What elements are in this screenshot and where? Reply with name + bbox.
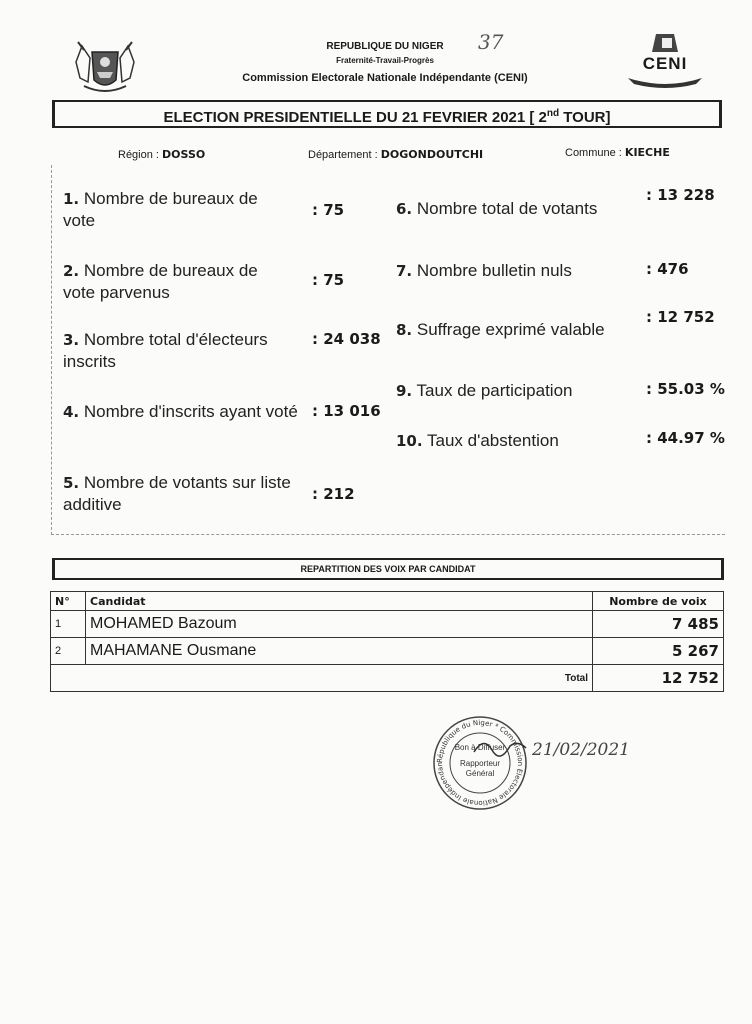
stat-9-label	[396, 380, 636, 402]
col-header-candidat: Candidat	[86, 592, 593, 611]
total-label: Total	[51, 665, 593, 692]
table-row	[51, 638, 724, 665]
region-value: DOSSO	[162, 148, 206, 161]
table-total-row	[51, 665, 724, 692]
election-title-text: ELECTION PRESIDENTIELLE DU 21 FEVRIER 2021 [ 2	[163, 109, 547, 126]
commune-value: KIECHE	[624, 146, 670, 159]
stat-10-text: Taux d'abstention	[422, 431, 559, 450]
stamp-line-2: Rapporteur	[459, 759, 501, 768]
region-label: Région :	[118, 149, 163, 161]
stat-3-text: Nombre total d'électeurs inscrits	[63, 330, 268, 371]
stamp-ring-text: République du Niger * Commission Electorale Nationale Indépendan	[435, 718, 525, 808]
stat-1-value: : 75	[312, 201, 345, 219]
stamp-date: 21/02/2021	[532, 740, 630, 760]
stat-4-label	[63, 401, 303, 423]
stat-5-text: Nombre de votants sur liste additive	[63, 473, 291, 514]
stat-8-number: 8.	[396, 321, 413, 339]
stat-7-label	[396, 260, 636, 282]
region-field	[118, 148, 205, 161]
stat-3-number: 3.	[63, 331, 80, 349]
stat-6-number: 6.	[396, 200, 413, 218]
stat-9-value: : 55.03 %	[646, 380, 725, 398]
stat-9-number: 9.	[396, 382, 413, 400]
col-header-no: N°	[51, 592, 86, 611]
stat-10-label	[396, 430, 636, 452]
table-header-row	[51, 592, 724, 611]
stat-5-label	[63, 472, 293, 515]
stat-9-text: Taux de participation	[412, 381, 573, 400]
election-title-sup: nd	[546, 108, 560, 119]
motto: Fraternité-Travail-Progrès	[336, 56, 434, 65]
stat-7-text: Nombre bulletin nuls	[412, 261, 572, 280]
stat-5-value: : 212	[312, 485, 355, 503]
row-candidate: MOHAMED Bazoum	[86, 611, 593, 638]
stat-2-value: : 75	[312, 271, 345, 289]
election-title-end: TOUR]	[559, 109, 611, 126]
stat-4-number: 4.	[63, 403, 80, 421]
stamp-line-1: Bon à Diffuser	[454, 743, 506, 752]
stat-3-label	[63, 329, 313, 372]
repartition-title: REPARTITION DES VOIX PAR CANDIDAT	[52, 558, 724, 580]
stat-10-value: : 44.97 %	[646, 429, 725, 447]
total-value: 12 752	[593, 665, 724, 692]
row-votes: 7 485	[593, 611, 724, 638]
stat-1-text: Nombre de bureaux de vote	[63, 189, 258, 230]
stat-5-number: 5.	[63, 474, 80, 492]
stat-1-label	[63, 188, 293, 231]
republic-heading: REPUBLIQUE DU NIGER	[326, 41, 444, 52]
departement-label: Département :	[308, 149, 381, 161]
results-table	[50, 591, 724, 692]
election-title	[52, 100, 722, 128]
stat-6-value: : 13 228	[646, 186, 715, 204]
departement-value: DOGONDOUTCHI	[380, 148, 484, 161]
stat-2-text: Nombre de bureaux de vote parvenus	[63, 261, 258, 302]
departement-field	[308, 148, 483, 161]
commune-label: Commune :	[565, 147, 625, 159]
commission-name: Commission Electorale Nationale Indépendante (CENI)	[242, 72, 528, 84]
stat-6-text: Nombre total de votants	[412, 199, 598, 218]
niger-coat-of-arms-logo	[70, 38, 140, 98]
stat-8-label	[396, 319, 646, 341]
stat-4-value: : 13 016	[312, 402, 381, 420]
stamp-line-3: Général	[465, 769, 495, 778]
commune-field	[565, 146, 670, 159]
stat-8-text: Suffrage exprimé valable	[412, 320, 605, 339]
page-number-handwritten: 37	[478, 30, 504, 54]
stat-4-text: Nombre d'inscrits ayant voté	[79, 402, 298, 421]
stat-2-label	[63, 260, 293, 303]
row-no: 1	[51, 611, 86, 638]
table-row	[51, 611, 724, 638]
row-no: 2	[51, 638, 86, 665]
stat-8-value: : 12 752	[646, 308, 715, 326]
ceni-logo-text: CENI	[642, 54, 688, 73]
col-header-voix: Nombre de voix	[593, 592, 724, 611]
stat-3-value: : 24 038	[312, 330, 381, 348]
stat-7-value: : 476	[646, 260, 689, 278]
stat-1-number: 1.	[63, 190, 80, 208]
stat-10-number: 10.	[396, 432, 423, 450]
stat-7-number: 7.	[396, 262, 413, 280]
ceni-logo	[622, 32, 708, 90]
stat-2-number: 2.	[63, 262, 80, 280]
row-votes: 5 267	[593, 638, 724, 665]
stat-6-label	[396, 198, 646, 220]
row-candidate: MAHAMANE Ousmane	[86, 638, 593, 665]
official-stamp	[432, 715, 528, 811]
signature-scribble	[470, 732, 530, 762]
